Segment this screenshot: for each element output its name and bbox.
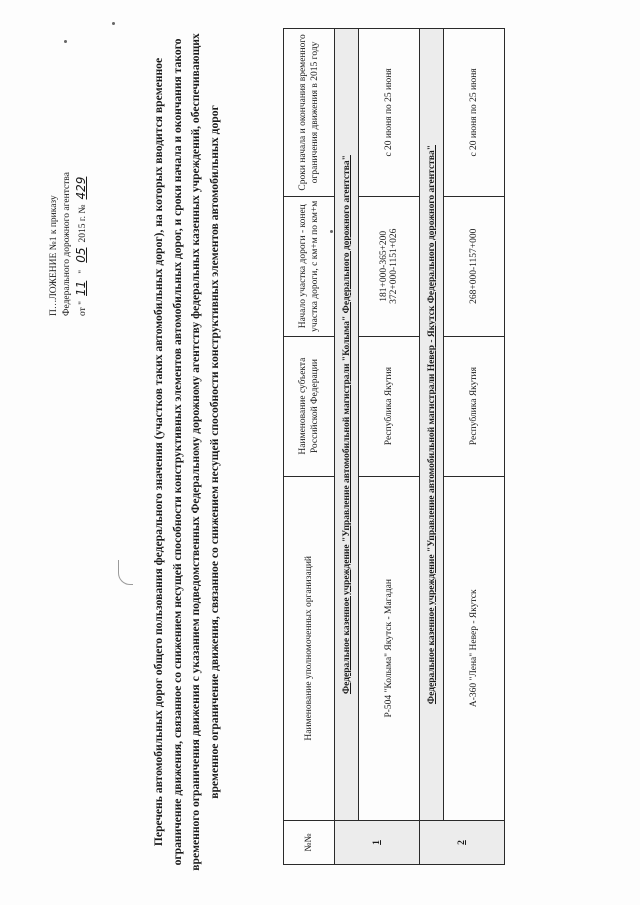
order-number: 429 — [74, 176, 88, 200]
road-section — [444, 196, 505, 336]
section-line: 268+000-1157+000 — [469, 228, 479, 304]
order-year: 2015 г. № — [78, 204, 88, 243]
org-name: Федеральное казенное учреждение "Управление автомобильной магистрали Невер - Якутск Федерального дорожного агентства" — [420, 29, 444, 821]
table-header-row — [284, 29, 335, 865]
road-name: Р-504 "Колыма" Якутск - Магадан — [359, 476, 420, 821]
subject-name: Республика Якутия — [359, 336, 420, 476]
road-section — [359, 196, 420, 336]
subject-name: Республика Якутия — [444, 336, 505, 476]
header-subject: Наименование субъекта Российской Федерации — [284, 336, 335, 476]
order-day: 11 — [74, 280, 88, 296]
date-quote: " — [78, 269, 88, 274]
header-section: Начало участка дороги - конец участка дороги, с км+м по км+м — [284, 196, 335, 336]
order-month: 05 — [74, 247, 88, 263]
document-title: Перечень автомобильных дорог общего пользования федерального значения (участков таких автомобильных дорог), на которых вводится временное ограничение движения, связанное со снижением несущей способности конструктивных элементов автомобильных дорог, и сроки начала и окончания такого временного ограничения движения с указанием подведомственных Федеральному дорожному агентству федеральных казенных учреждений, обеспечивающих временное ограничение движения, связанное со снижением несущей способности конструктивных элементов автомобильных дорог — [152, 33, 221, 871]
table-row — [444, 29, 505, 865]
agency-label: Федерального дорожного агентства — [62, 172, 72, 316]
row-number: 1 — [335, 821, 420, 865]
restriction-period: с 20 июня по 25 июня — [444, 29, 505, 197]
header-name: Наименование уполномоченных организаций — [284, 476, 335, 821]
row-number: 2 — [420, 821, 505, 865]
org-name: Федеральное казенное учреждение "Управление автомобильной магистрали "Колыма" Федерального дорожного агентства" — [335, 29, 359, 821]
org-row — [335, 29, 359, 865]
table-row — [359, 29, 420, 865]
road-name: А-360 "Лена" Невер - Якутск — [444, 476, 505, 821]
appendix-block — [48, 96, 90, 316]
date-prefix: от " — [78, 300, 88, 316]
restriction-period: с 20 июня по 25 июня — [359, 29, 420, 197]
header-period: Сроки начала и окончания временного ограничения движения в 2015 году — [284, 29, 335, 197]
appendix-label: П…ЛОЖЕНИЕ №1 к приказу — [49, 195, 59, 316]
org-row — [420, 29, 444, 865]
roads-table — [283, 28, 505, 865]
order-date-line — [75, 96, 90, 316]
section-line: 372+000-1151+026 — [389, 228, 399, 304]
section-line: 181+000-365+200 — [379, 230, 389, 302]
header-num: №№ — [284, 821, 335, 865]
